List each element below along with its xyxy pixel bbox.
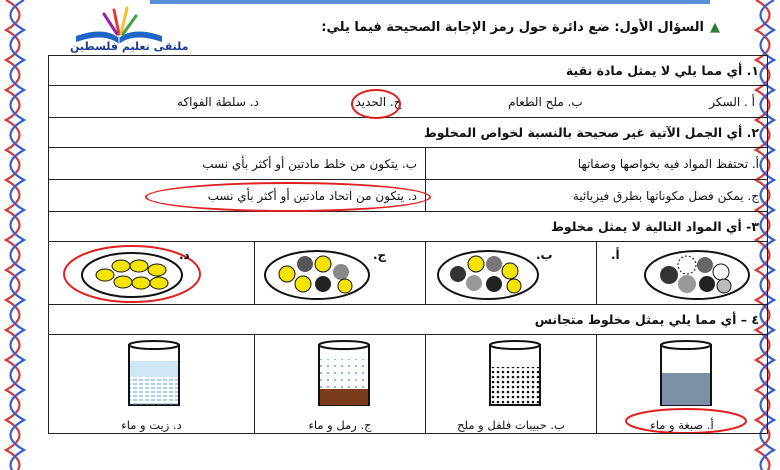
question-text: أي مما يلي يمثل مخلوط متجانس [534,312,737,327]
question-number: ٣- [746,219,759,234]
plate-mixed-icon [426,242,596,304]
option-d-label: د. يتكون من اتحاد مادتين أو أكثر بأي نسب [207,188,417,203]
option-label: ب. [536,248,553,262]
option-b[interactable]: ب. يتكون من خلط مادتين أو أكثر بأي نسب [49,148,426,180]
question-4 [49,305,768,335]
option-label: ج. [373,248,387,262]
option-b[interactable] [426,335,597,434]
logo-text: ملتقى تعليم فلسطين [70,40,189,53]
option-label: أ. [611,248,620,262]
section-title-text: السؤال الأول: ضع دائرة حول رمز الإجابة الصحيحة فيما يلي: [321,20,704,35]
option-c[interactable] [255,335,426,434]
option-label: د. زيت و ماء [121,418,182,432]
question-number: ٢. [746,125,759,140]
option-c-label: ج. الحديد [355,94,402,109]
option-a[interactable] [597,242,768,305]
option-label: أ. صبغة و ماء [650,418,714,432]
question-3 [49,212,768,242]
question-2 [49,118,768,148]
option-a[interactable]: أ. تحتفظ المواد فيه بخواصها وصفاتها [426,148,768,180]
option-d[interactable] [49,242,255,305]
header-bar [150,0,710,4]
leaf-icon: ▲ [710,20,720,35]
plate-pure-icon [49,242,254,304]
question-number: ١. [746,63,759,78]
option-c[interactable] [355,95,401,109]
option-c[interactable] [255,242,426,305]
section-title [321,20,720,35]
option-d[interactable]: د. سلطة الفواكه [177,94,259,109]
worksheet-table [48,55,768,434]
option-b[interactable] [426,242,597,305]
option-b[interactable]: ب. ملح الطعام [508,94,583,109]
option-a[interactable]: أ . السكر [709,94,755,109]
question-number: ٤ – [740,312,759,327]
question-text: أي الجمل الآتية غير صحيحة بالنسبة لخواص المخلوط [423,125,743,140]
option-label: ج. رمل و ماء [308,418,372,432]
option-label: د. [179,248,190,262]
option-d[interactable] [49,180,426,212]
question-1 [49,56,768,86]
option-c[interactable]: ج. يمكن فصل مكوناتها بطرق فيزيائية [426,180,768,212]
option-d[interactable] [49,335,255,434]
option-a[interactable] [597,335,768,434]
plate-mixed-icon [255,242,425,304]
question-text: أي المواد التالية لا يمثل مخلوط [550,219,742,234]
dna-border-left [2,0,28,470]
question-text: أي مما يلي لا يمثل مادة نقية [565,63,743,78]
question-1-options [49,86,768,118]
option-label: ب. حبيبات فلفل و ملح [457,418,565,432]
plate-mixed-icon [597,242,767,304]
